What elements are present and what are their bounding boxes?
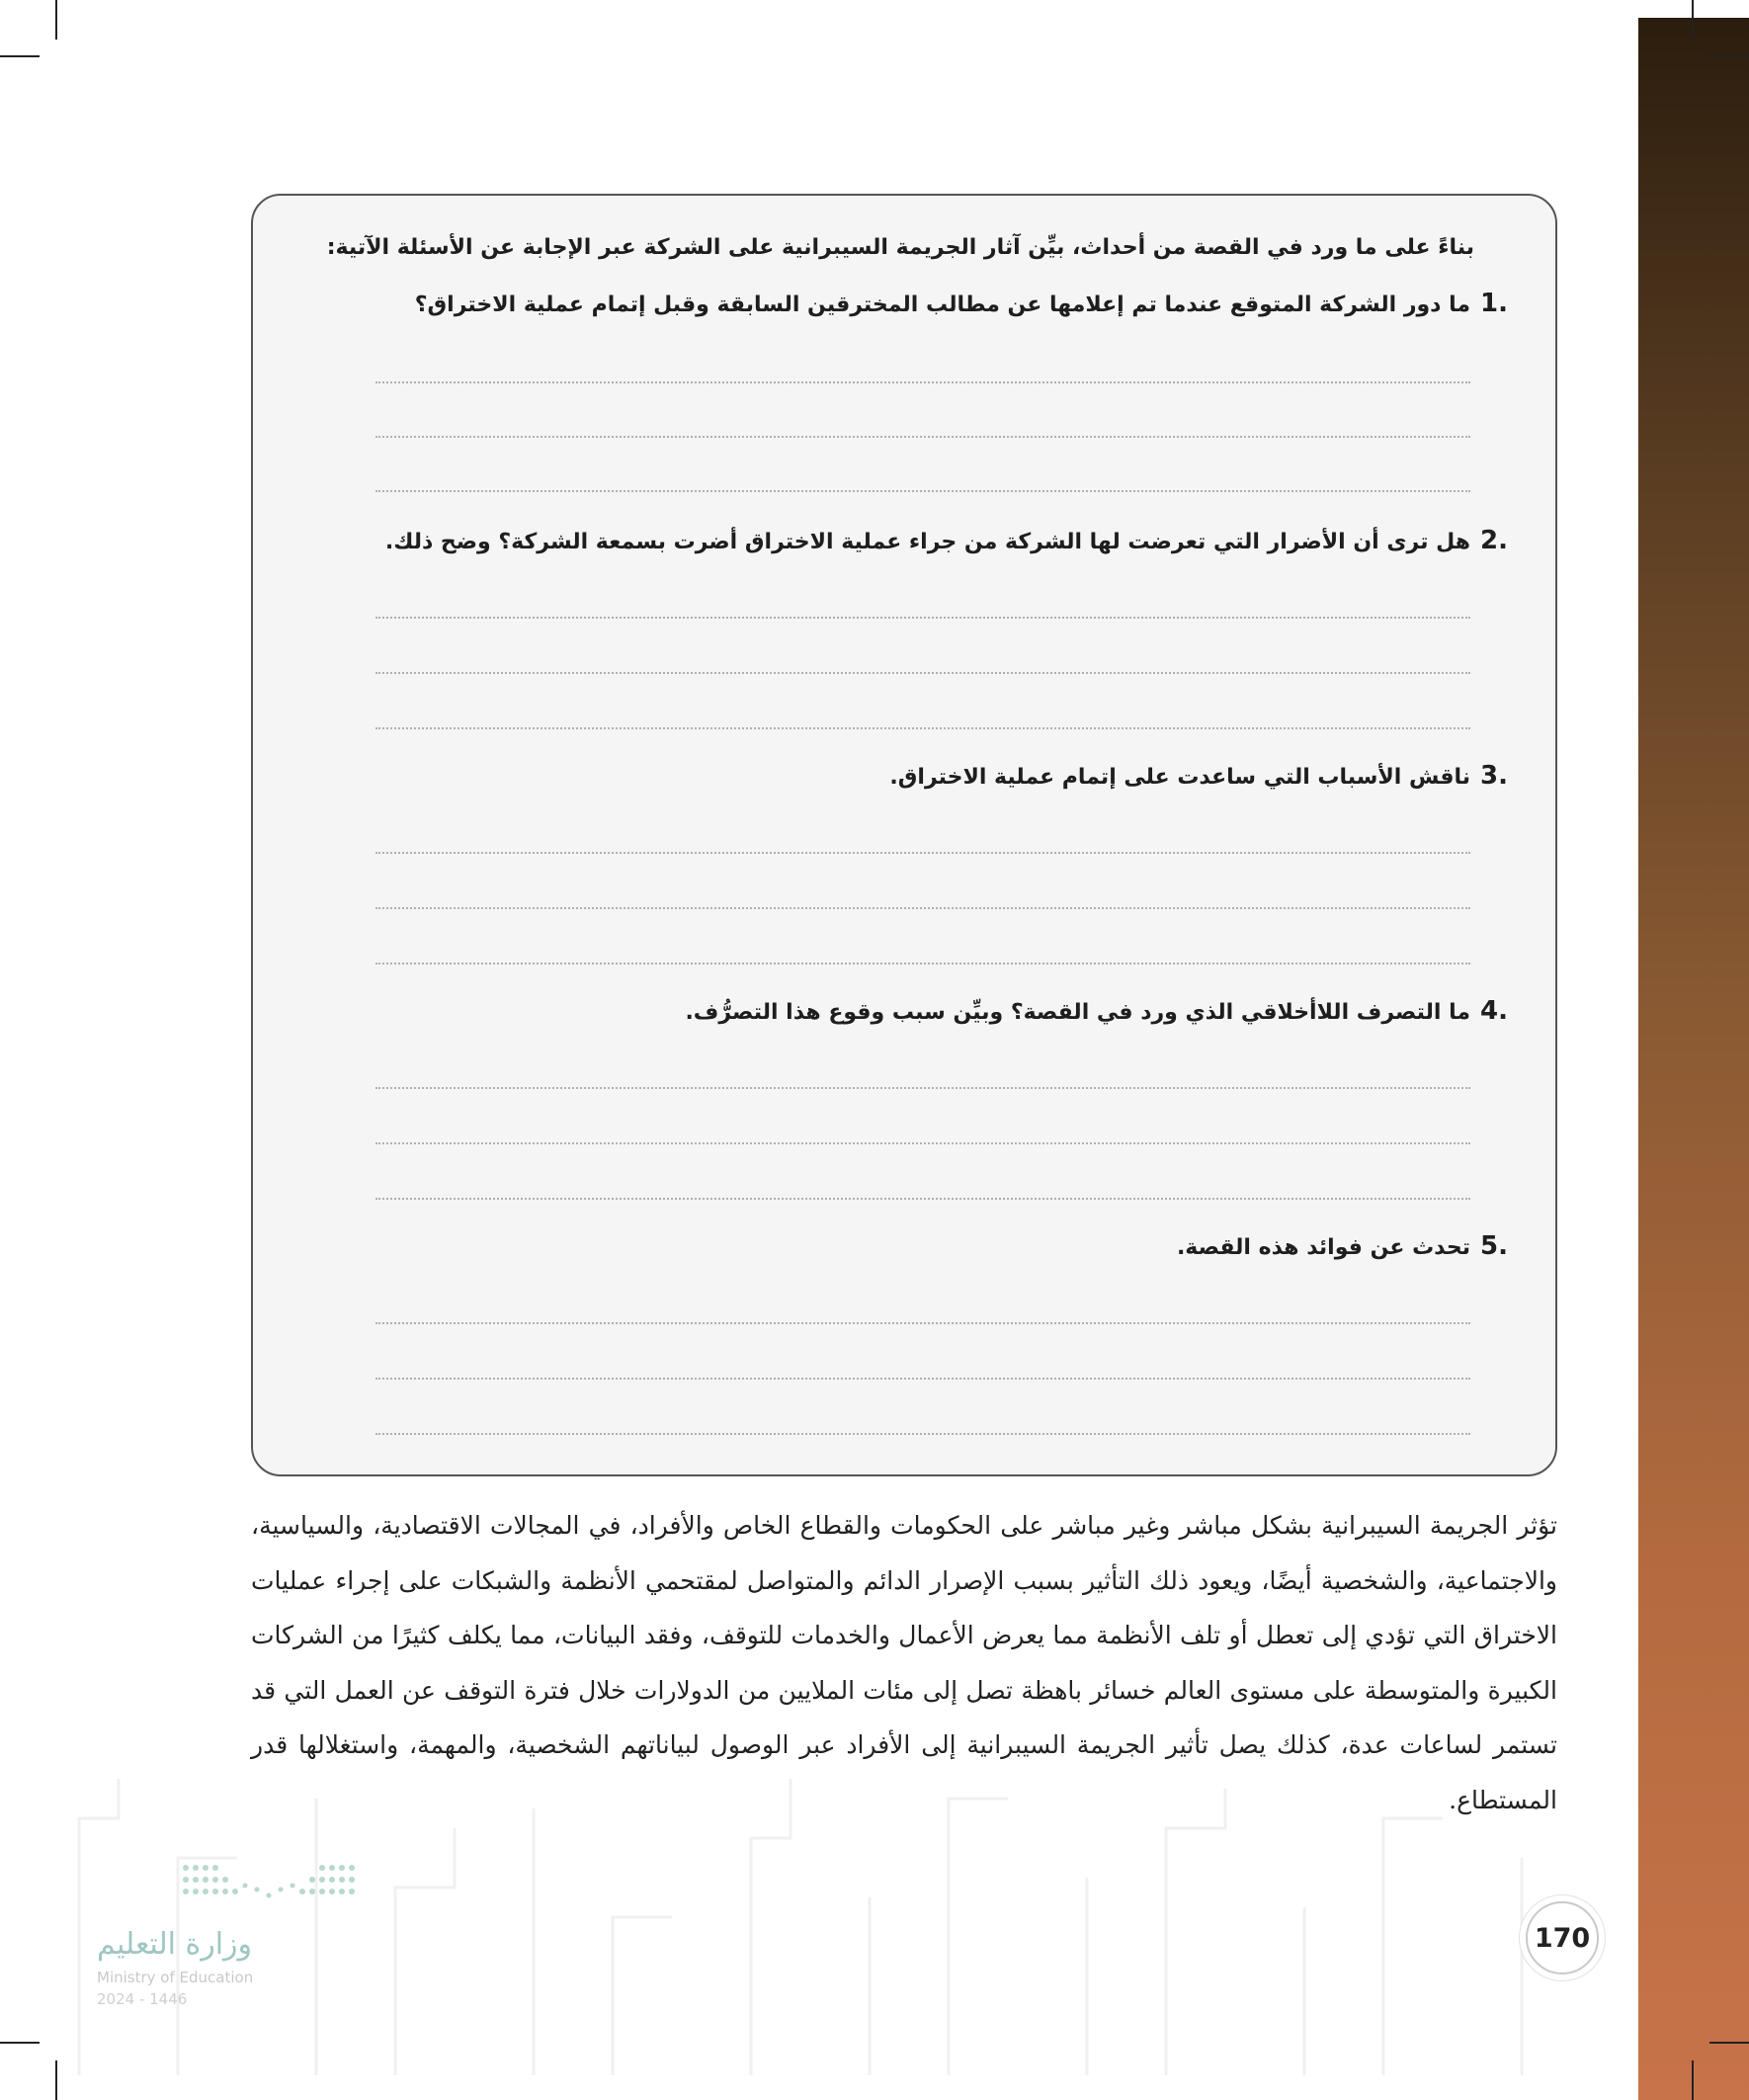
questions-intro: بناءً على ما ورد في القصة من أحداث، بيِّن آثار الجريمة السيبرانية على الشركة عبر الإجابة عن الأسئلة الآتية: <box>326 235 1474 260</box>
crop-mark <box>55 2060 57 2100</box>
crop-mark <box>1709 2042 1749 2044</box>
question-text: ناقش الأسباب التي ساعدت على إتمام عملية الاختراق. <box>889 765 1471 790</box>
question-item <box>415 289 1508 320</box>
crop-mark <box>1709 55 1749 57</box>
answer-line[interactable] <box>375 436 1470 438</box>
answer-line[interactable] <box>375 1198 1470 1200</box>
side-color-strip <box>1638 18 1749 2100</box>
answer-line[interactable] <box>375 1142 1470 1144</box>
answer-line[interactable] <box>375 963 1470 965</box>
question-number: .5 <box>1480 1231 1508 1261</box>
page-number: 170 <box>1526 1901 1599 1974</box>
answer-line[interactable] <box>375 490 1470 492</box>
answer-line[interactable] <box>375 1087 1470 1089</box>
answer-line[interactable] <box>375 1378 1470 1380</box>
question-item <box>385 526 1508 557</box>
question-item <box>1177 1231 1508 1263</box>
answer-line[interactable] <box>375 727 1470 729</box>
crop-mark <box>0 2042 40 2044</box>
answer-line[interactable] <box>375 1322 1470 1324</box>
crop-mark <box>1692 0 1694 40</box>
ministry-name-arabic: وزارة التعليم <box>97 1927 253 1962</box>
ministry-year: 2024 - 1446 <box>97 1990 188 2008</box>
crop-mark <box>1692 2060 1694 2100</box>
questions-box <box>251 194 1557 1476</box>
answer-line[interactable] <box>375 381 1470 383</box>
answer-line[interactable] <box>375 617 1470 619</box>
question-number: .4 <box>1480 996 1508 1026</box>
body-paragraph: تؤثر الجريمة السيبرانية بشكل مباشر وغير مباشر على الحكومات والقطاع الخاص والأفراد، في المجالات الاقتصادية، والسياسية، والاجتماعية، والشخصية أيضًا، ويعود ذلك التأثير بسبب الإصرار الدائم والمتواصل لمقتحمي الأنظمة والشبكات على إجراء عمليات الاختراق التي تؤدي إلى تعطل أو تلف الأنظمة مما يعرض الأعمال والخدمات للتوقف، وفقد البيانات، مما يكلف كثيرًا من الشركات الكبيرة والمتوسطة على مستوى العالم خسائر باهظة تصل إلى مئات الملايين من الدولارات خلال فترة التوقف عن العمل التي قد تستمر لساعات عدة، كذلك يصل تأثير الجريمة السيبرانية إلى الأفراد عبر الوصول لبياناتهم الشخصية، والمهمة، واستغلالها قدر المستطاع. <box>251 1511 1557 1814</box>
question-text: ما دور الشركة المتوقع عندما تم إعلامها عن مطالب المخترقين السابقة وقبل إتمام عملية الاختراق؟ <box>414 293 1471 317</box>
ministry-logo-icon <box>180 1860 358 1907</box>
question-text: ما التصرف اللاأخلاقي الذي ورد في القصة؟ وبيِّن سبب وقوع هذا التصرُّف. <box>685 1000 1471 1025</box>
question-item <box>889 761 1508 793</box>
crop-mark <box>55 0 57 40</box>
question-text: تحدث عن فوائد هذه القصة. <box>1176 1235 1471 1260</box>
question-number: .3 <box>1480 761 1508 791</box>
ministry-name-english: Ministry of Education <box>97 1969 254 1986</box>
answer-line[interactable] <box>375 672 1470 674</box>
question-text: هل ترى أن الأضرار التي تعرضت لها الشركة من جراء عملية الاختراق أضرت بسمعة الشركة؟ وضح ذلك. <box>384 530 1471 554</box>
question-number: .2 <box>1480 526 1508 555</box>
question-item <box>685 996 1508 1028</box>
crop-mark <box>0 55 40 57</box>
answer-line[interactable] <box>375 1433 1470 1435</box>
answer-line[interactable] <box>375 852 1470 854</box>
question-number: .1 <box>1480 289 1508 318</box>
answer-line[interactable] <box>375 907 1470 909</box>
